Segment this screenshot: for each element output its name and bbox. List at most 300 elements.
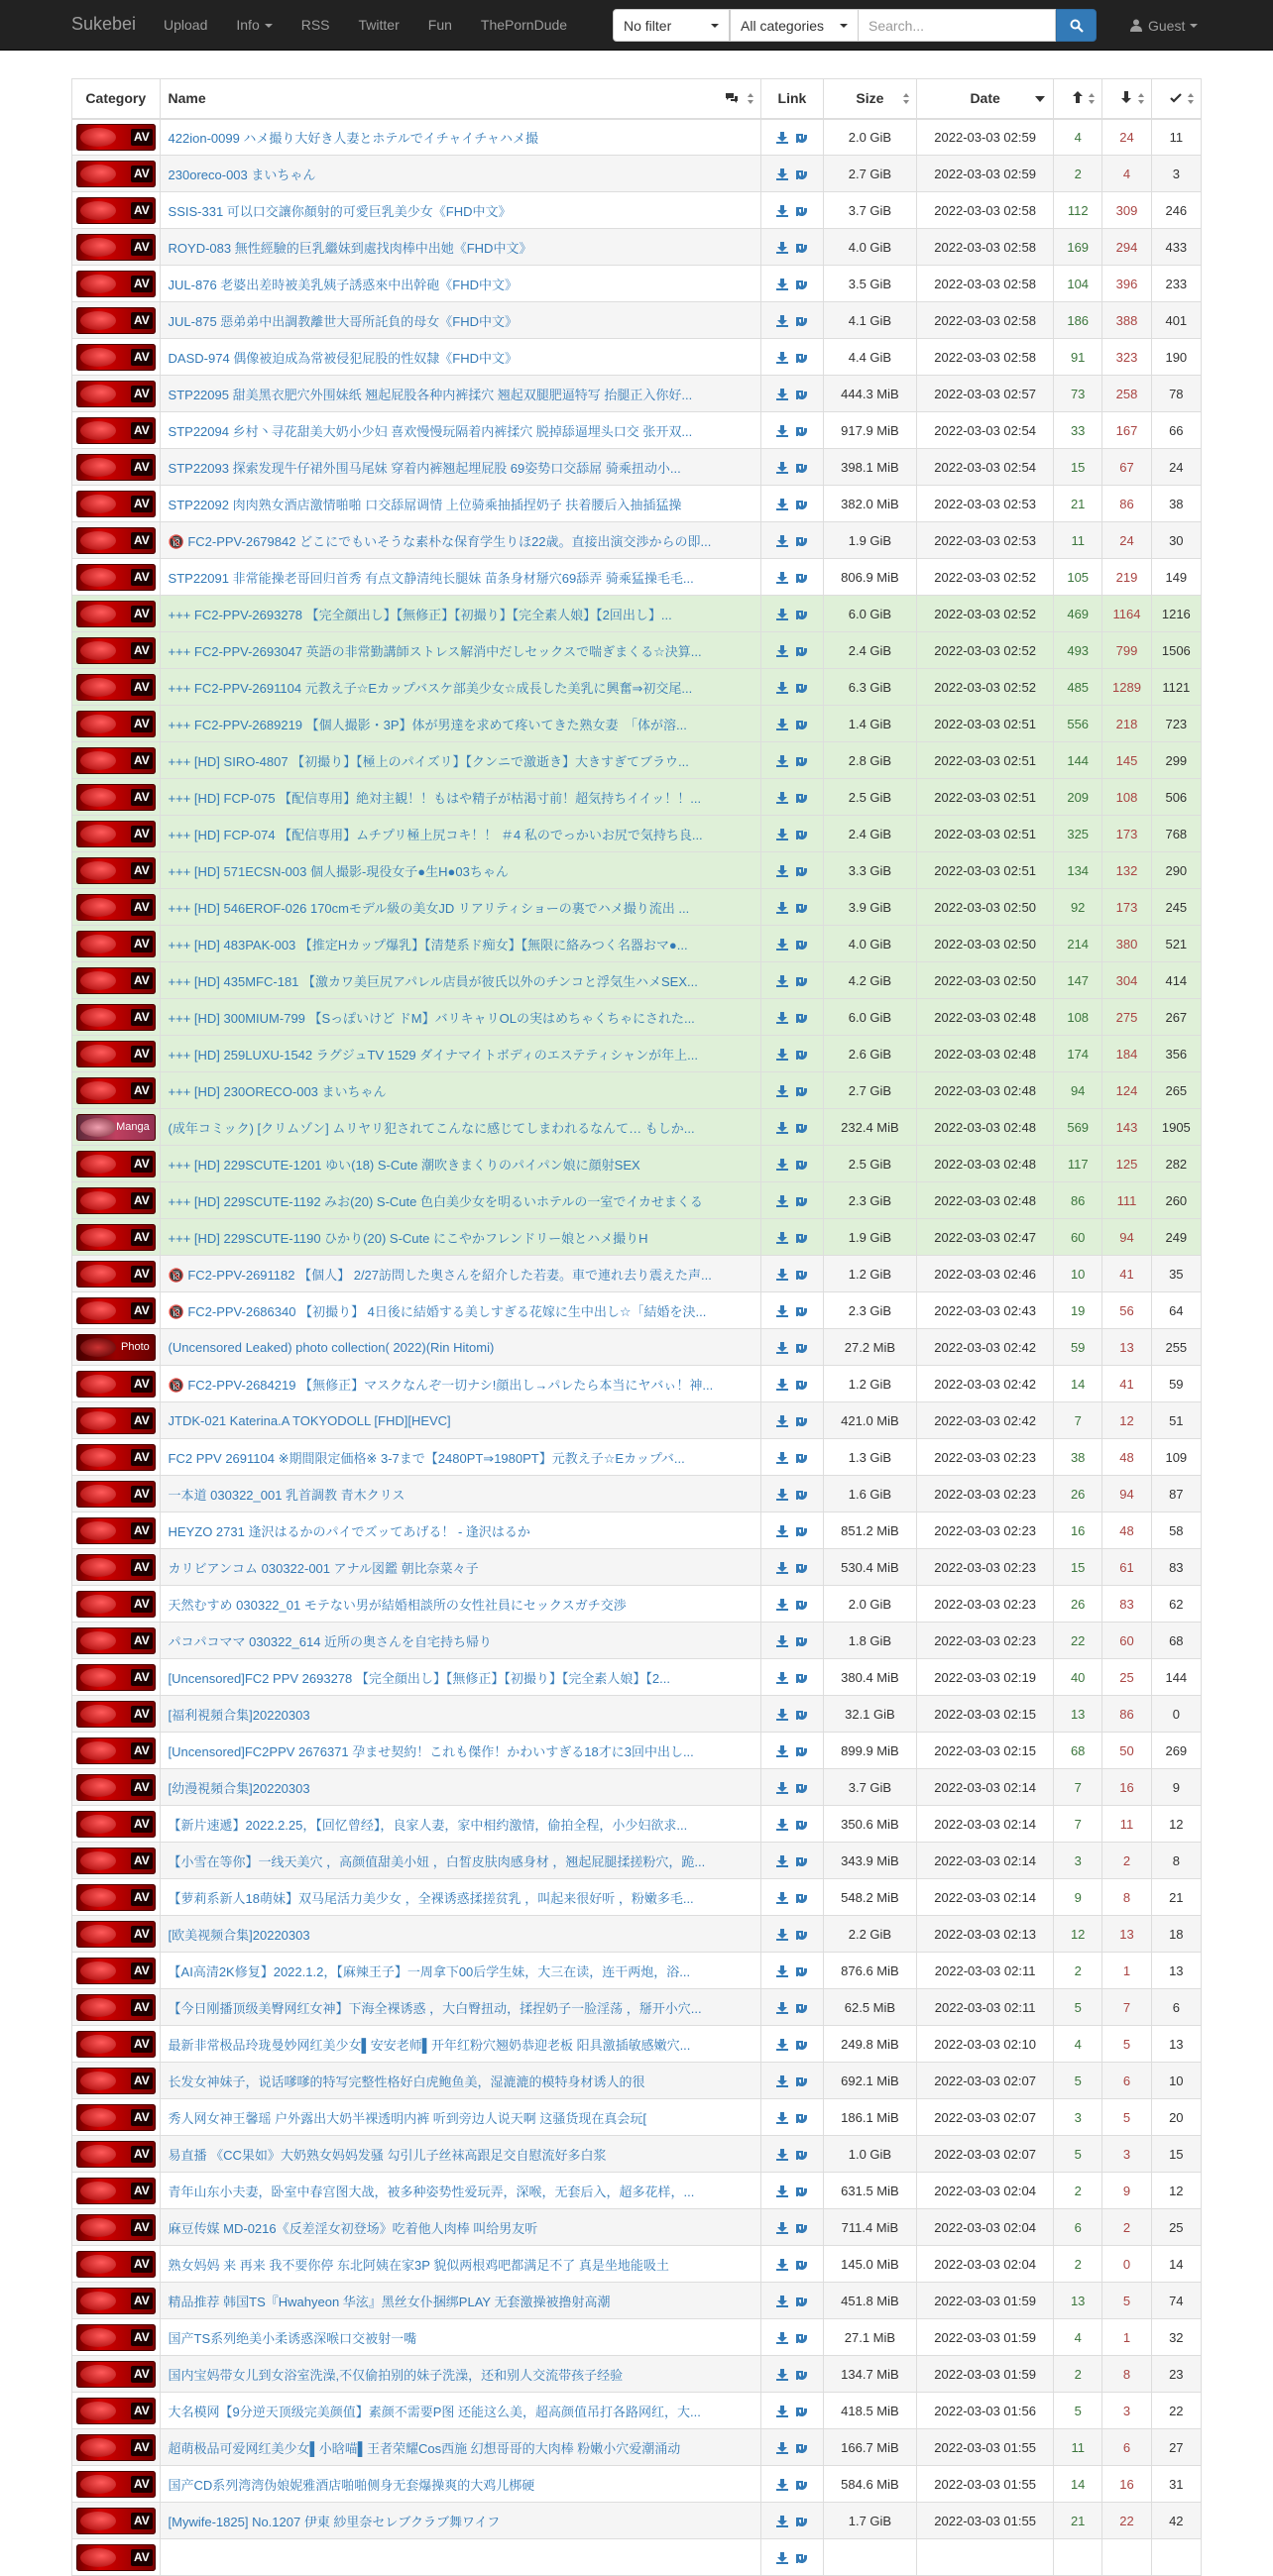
magnet-icon[interactable] <box>796 168 807 181</box>
nav-twitter[interactable]: Twitter <box>358 17 400 33</box>
search-button[interactable] <box>1056 9 1097 42</box>
category-badge[interactable] <box>76 1701 156 1728</box>
category-badge[interactable] <box>76 967 156 994</box>
torrent-title-link[interactable]: STP22094 乡村丶寻花甜美大奶小少妇 喜欢慢慢玩隔着内裤揉穴 脱掉舔逼埋头口交 张开双... <box>168 423 693 439</box>
download-icon[interactable] <box>776 168 788 180</box>
completed-cell: 12 <box>1151 1806 1201 1843</box>
category-badge[interactable] <box>76 491 156 517</box>
torrent-title-link[interactable]: 🔞 FC2-PPV-2686340 【初撮り】 4日後に結婚する美しすぎる花嫁に生中出し☆「結婚を決... <box>168 1303 707 1319</box>
category-badge[interactable] <box>76 527 156 554</box>
category-badge[interactable] <box>76 711 156 737</box>
torrent-title-link[interactable]: +++ [HD] FCP-074 【配信専用】ムチプリ極上尻コキ！！ ＃4 私のでっかいお尻で気持ち良... <box>168 827 703 842</box>
magnet-icon[interactable] <box>796 2112 807 2125</box>
category-badge[interactable] <box>76 234 156 261</box>
magnet-icon[interactable] <box>796 1672 807 1685</box>
download-icon[interactable] <box>776 645 788 657</box>
category-badge[interactable] <box>76 2324 156 2351</box>
torrent-title-link[interactable]: +++ [HD] 483PAK-003 【推定Hカップ爆乳】【清楚系ド痴女】【無限に絡みつく名器おマ●... <box>168 937 688 952</box>
download-icon[interactable] <box>776 1159 788 1171</box>
category-badge[interactable] <box>76 1444 156 1471</box>
torrent-title-link[interactable]: +++ [HD] 229SCUTE-1190 ひかり(20) S-Cute にこやかフレンドリー娘とハメ撮りH <box>168 1230 648 1246</box>
magnet-icon[interactable] <box>796 2002 807 2015</box>
header-category[interactable]: Category <box>72 79 161 119</box>
category-badge[interactable] <box>76 1994 156 2021</box>
download-icon[interactable] <box>776 2112 788 2124</box>
torrent-title-link[interactable]: [欧美视频合集]20220303 <box>168 1927 310 1943</box>
torrent-title-link[interactable]: +++ [HD] 546EROF-026 170cmモデル級の美女JD リアリティショーの裏でハメ撮り流出 ... <box>168 900 690 916</box>
category-badge[interactable] <box>76 1077 156 1104</box>
torrent-title-link[interactable]: 长发女神妹子，说话嗲嗲的特写完整性格好白虎鲍鱼美，湿漉漉的模特身材诱人的很 <box>168 2073 645 2089</box>
category-badge[interactable] <box>76 2178 156 2204</box>
category-badge[interactable] <box>76 1884 156 1911</box>
category-badge[interactable] <box>76 2214 156 2241</box>
download-icon[interactable] <box>776 1599 788 1611</box>
torrent-title-link[interactable]: 一本道 030322_001 乳首調教 青木クリス <box>168 1487 405 1503</box>
torrent-title-link[interactable]: カリビアンコム 030322-001 アナル図鑑 朝比奈菜々子 <box>168 1560 479 1576</box>
category-badge[interactable] <box>76 1921 156 1948</box>
download-icon[interactable] <box>776 1085 788 1097</box>
category-badge[interactable] <box>76 1224 156 1251</box>
category-label: AV <box>131 1632 153 1649</box>
magnet-icon[interactable] <box>796 572 807 585</box>
download-icon[interactable] <box>776 792 788 804</box>
magnet-icon[interactable] <box>796 1305 807 1318</box>
header-date[interactable] <box>917 79 1054 119</box>
magnet-icon[interactable] <box>796 1965 807 1978</box>
category-badge[interactable] <box>76 1554 156 1581</box>
torrent-title-link[interactable]: STP22092 肉肉熟女酒店激情啪啪 口交舔屌调情 上位骑乘抽插捏奶子 扶着腰后入抽插猛操 <box>168 497 682 512</box>
magnet-icon[interactable] <box>796 865 807 878</box>
category-badge[interactable] <box>76 564 156 591</box>
torrent-title-link[interactable]: +++ FC2-PPV-2693047 英語の非常勤講師ストレス解消中だしセックスで喘ぎまくる☆決算... <box>168 643 702 659</box>
download-icon[interactable] <box>776 352 788 364</box>
nav-info[interactable] <box>221 0 286 51</box>
torrent-title-link[interactable]: JTDK-021 Katerina.A TOKYODOLL [FHD][HEVC] <box>168 1412 451 1428</box>
magnet-icon[interactable] <box>796 1049 807 1062</box>
torrent-title-link[interactable]: +++ [HD] 229SCUTE-1201 ゆい(18) S-Cute 潮吹きまくりのパイパン娘に顔射SEX <box>168 1157 640 1173</box>
magnet-icon[interactable] <box>796 1232 807 1245</box>
header-seeders[interactable] <box>1054 79 1102 119</box>
torrent-title-link[interactable]: 国产CD系列湾湾伪娘妮雅酒店啪啪侧身无套爆操爽的大鸡儿梆硬 <box>168 2477 535 2493</box>
torrent-title-link[interactable]: 【新片速遞】2022.2.25，【回忆曾经】，良家人妻，家中相约激情，偷拍全程，小少妇欲求... <box>168 1817 688 1833</box>
torrent-title-link[interactable]: (Uncensored Leaked) photo collection( 2022)(Rin Hitomi) <box>168 1339 495 1355</box>
magnet-icon[interactable] <box>796 2406 807 2418</box>
download-icon[interactable] <box>776 1709 788 1721</box>
download-icon[interactable] <box>776 1049 788 1061</box>
magnet-icon[interactable] <box>796 1415 807 1428</box>
magnet-icon[interactable] <box>796 2039 807 2052</box>
magnet-icon[interactable] <box>796 132 807 145</box>
torrent-title-link[interactable]: +++ [HD] SIRO-4807 【初撮り】【極上のパイズリ】【クンニで激逝き】大きすぎてブラウ... <box>168 753 689 769</box>
category-badge[interactable] <box>76 1114 156 1141</box>
torrent-title-link[interactable]: STP22091 非常能操老哥回归首秀 有点文静清纯长腿妹 苗条身材掰穴69舔弄 骑乘猛操毛毛... <box>168 570 694 586</box>
torrent-title-link[interactable]: 【今日刚播顶级美臀网红女神】下海全裸诱惑 ，大白臀扭动，揉捏奶子一脸淫荡 ，掰开小穴... <box>168 2000 702 2016</box>
category-badge[interactable] <box>76 2398 156 2424</box>
category-badge[interactable] <box>76 1811 156 1838</box>
torrent-title-link[interactable]: +++ [HD] 435MFC-181 【激カワ美巨尻アパレル店員が彼氏以外のチンコと浮気生ハメSEX... <box>168 973 698 989</box>
download-icon[interactable] <box>776 2075 788 2087</box>
magnet-icon[interactable] <box>796 2075 807 2088</box>
category-badge[interactable] <box>76 2471 156 2498</box>
magnet-icon[interactable] <box>796 719 807 731</box>
category-badge[interactable] <box>76 1848 156 1874</box>
category-badge[interactable] <box>76 417 156 444</box>
torrent-title-link[interactable]: 精品推荐 韩国TS『Hwahyeon 华泫』黑丝女仆捆绑PLAY 无套激操被撸射高潮 <box>168 2294 611 2309</box>
magnet-icon[interactable] <box>796 2185 807 2198</box>
download-icon[interactable] <box>776 2552 788 2564</box>
magnet-icon[interactable] <box>796 352 807 365</box>
torrent-title-link[interactable]: +++ [HD] 259LUXU-1542 ラグジュTV 1529 ダイナマイトボディのエステティシャンが年上... <box>168 1047 698 1063</box>
category-badge[interactable] <box>76 1774 156 1801</box>
category-badge[interactable] <box>76 2434 156 2461</box>
category-badge[interactable] <box>76 1261 156 1288</box>
download-icon[interactable] <box>776 1745 788 1757</box>
torrent-title-link[interactable]: 【萝莉系新人18萌妹】双马尾活力美少女 ，全裸诱惑揉搓贫乳 ，叫起来很好听 ，粉嫩多毛... <box>168 1890 694 1906</box>
magnet-icon[interactable] <box>796 205 807 218</box>
torrent-title-link[interactable]: 国内宝妈带女儿到女浴室洗澡,不仅偷拍别的妹子洗澡，还和别人交流带孩子经验 <box>168 2367 624 2383</box>
torrent-title-link[interactable]: ROYD-083 無性經驗的巨乳繼妹到處找肉棒中出她《FHD中文》 <box>168 240 532 256</box>
completed-cell: 149 <box>1151 559 1201 596</box>
category-badge[interactable] <box>76 1737 156 1764</box>
download-icon[interactable] <box>776 315 788 327</box>
leechers-cell: 143 <box>1102 1109 1151 1146</box>
download-icon[interactable] <box>776 1232 788 1244</box>
download-icon[interactable] <box>776 1342 788 1354</box>
category-badge[interactable] <box>76 1187 156 1214</box>
nav-upload[interactable]: Upload <box>164 17 208 33</box>
category-badge[interactable] <box>76 2068 156 2094</box>
download-icon[interactable] <box>776 2406 788 2417</box>
torrent-title-link[interactable]: 🔞 FC2-PPV-2691182 【個人】 2/27訪問した奥さんを紹介した若妻。車で連れ去り震えた声... <box>168 1267 712 1283</box>
magnet-icon[interactable] <box>796 1342 807 1355</box>
torrent-title-link[interactable]: [Uncensored]FC2 PPV 2693278 【完全顔出し】【無修正】【初撮り】【完全素人娘】【2... <box>168 1670 670 1686</box>
download-icon[interactable] <box>776 1415 788 1427</box>
download-icon[interactable] <box>776 1379 788 1391</box>
category-badge[interactable] <box>76 1371 156 1398</box>
torrent-title-link[interactable]: 易直播 《CC果如》大奶熟女妈妈发骚 勾引儿子丝袜高跟足交自慰流好多白浆 <box>168 2147 607 2163</box>
magnet-icon[interactable] <box>796 1562 807 1575</box>
download-icon[interactable] <box>776 2479 788 2491</box>
table-row <box>72 412 1202 449</box>
download-icon[interactable] <box>776 1012 788 1024</box>
download-icon[interactable] <box>776 609 788 620</box>
nav-rss[interactable]: RSS <box>300 17 330 33</box>
magnet-icon[interactable] <box>796 1159 807 1172</box>
download-icon[interactable] <box>776 1635 788 1647</box>
download-icon[interactable] <box>776 2185 788 2197</box>
nav-fun[interactable]: Fun <box>427 17 452 33</box>
magnet-icon[interactable] <box>796 1122 807 1135</box>
magnet-icon[interactable] <box>796 645 807 658</box>
download-icon[interactable] <box>776 132 788 144</box>
magnet-icon[interactable] <box>796 1635 807 1648</box>
magnet-icon[interactable] <box>796 2259 807 2272</box>
search-input[interactable] <box>859 9 1056 42</box>
category-badge[interactable] <box>76 1151 156 1177</box>
header-leechers[interactable] <box>1102 79 1151 119</box>
torrent-title-link[interactable]: 超萌极品可爱网红美少女▌小晗喵▌王者荣耀Cos西施 幻想哥哥的大肉棒 粉嫩小穴爱潮涌动 <box>168 2440 681 2456</box>
magnet-icon[interactable] <box>796 1855 807 1868</box>
magnet-icon[interactable] <box>796 2222 807 2235</box>
torrent-title-link[interactable]: 国产TS系列绝美小柔诱惑深喉口交被射一嘴 <box>168 2330 417 2346</box>
torrent-title-link[interactable]: STP22095 甜美黑衣肥穴外围妹纸 翘起屁股各种内裤揉穴 翘起双腿肥逼特写 抬腿正入你好... <box>168 387 693 402</box>
download-icon[interactable] <box>776 1269 788 1281</box>
download-icon[interactable] <box>776 1929 788 1941</box>
magnet-icon[interactable] <box>796 2479 807 2492</box>
magnet-icon[interactable] <box>796 1819 807 1832</box>
size-cell: 249.8 MiB <box>823 2026 917 2063</box>
magnet-icon[interactable] <box>796 1525 807 1538</box>
category-badge[interactable] <box>76 2141 156 2168</box>
category-badge[interactable] <box>76 1517 156 1544</box>
category-badge[interactable] <box>76 161 156 187</box>
download-icon[interactable] <box>776 2149 788 2161</box>
torrent-title-link[interactable]: 大名模网【9分逆天顶级完美颜值】素颜不需要P图 还能这么美，超高颜值吊打各路网红，大... <box>168 2404 701 2419</box>
torrent-title-link[interactable]: [福利視頻合集]20220303 <box>168 1707 310 1723</box>
download-icon[interactable] <box>776 2516 788 2527</box>
category-badge[interactable] <box>76 2544 156 2571</box>
download-icon[interactable] <box>776 205 788 217</box>
category-badge[interactable] <box>76 197 156 224</box>
category-badge[interactable] <box>76 271 156 297</box>
guest-menu[interactable] <box>1130 0 1198 51</box>
torrent-title-link[interactable]: (成年コミック) [クリムゾン] ムリヤリ犯されてこんなに感じてしまわれるなんて… もしか... <box>168 1120 695 1136</box>
download-icon[interactable] <box>776 1122 788 1134</box>
magnet-icon[interactable] <box>796 829 807 841</box>
torrent-title-link[interactable]: +++ [HD] 300MIUM-799 【Sっぽいけど ドM】バリキャリOLの実はめちゃくちゃにされた... <box>168 1010 695 1026</box>
nav-theporndude[interactable]: ThePornDude <box>480 17 568 33</box>
download-icon[interactable] <box>776 1855 788 1867</box>
torrent-title-link[interactable]: +++ [HD] 229SCUTE-1192 みお(20) S-Cute 色白美少女を明るいホテルの一室でイカせまくる <box>168 1193 703 1209</box>
download-icon[interactable] <box>776 2222 788 2234</box>
magnet-icon[interactable] <box>796 1379 807 1392</box>
torrent-title-link[interactable]: パコパコママ 030322_614 近所の奥さんを自宅持ち帰り <box>168 1633 493 1649</box>
header-completed[interactable] <box>1151 79 1201 119</box>
download-icon[interactable] <box>776 499 788 510</box>
download-icon[interactable] <box>776 242 788 254</box>
magnet-icon[interactable] <box>796 902 807 915</box>
magnet-icon[interactable] <box>796 1452 807 1465</box>
download-icon[interactable] <box>776 1672 788 1684</box>
category-badge[interactable] <box>76 931 156 957</box>
category-badge[interactable] <box>76 1407 156 1434</box>
category-badge[interactable] <box>76 674 156 701</box>
category-badge[interactable] <box>76 2508 156 2534</box>
torrent-title-link[interactable]: [Uncensored]FC2PPV 2676371 孕ませ契約！これも傑作！かわいすぎる18才に3回中出し... <box>168 1743 694 1759</box>
download-icon[interactable] <box>776 572 788 584</box>
download-icon[interactable] <box>776 1892 788 1904</box>
magnet-icon[interactable] <box>796 1012 807 1025</box>
magnet-icon[interactable] <box>796 2516 807 2528</box>
magnet-icon[interactable] <box>796 682 807 695</box>
magnet-icon[interactable] <box>796 1745 807 1758</box>
category-badge[interactable] <box>76 747 156 774</box>
brand-logo[interactable]: Sukebei <box>71 14 137 34</box>
download-icon[interactable] <box>776 975 788 987</box>
download-icon[interactable] <box>776 2259 788 2271</box>
category-badge[interactable] <box>76 601 156 627</box>
download-icon[interactable] <box>776 719 788 730</box>
magnet-icon[interactable] <box>796 755 807 768</box>
torrent-title-link[interactable]: +++ FC2-PPV-2689219 【個人撮影・3P】体が男達を求めて疼いてきた熟女妻 「体が溶... <box>168 717 687 732</box>
category-badge[interactable] <box>76 124 156 151</box>
download-icon[interactable] <box>776 1562 788 1574</box>
torrent-title-link[interactable]: SSIS-331 可以口交讓你顏射的可愛巨乳美少女《FHD中文》 <box>168 203 512 219</box>
category-badge[interactable] <box>76 1591 156 1618</box>
torrent-title-link[interactable]: HEYZO 2731 逢沢はるかのパイでズッてあげる！ - 逢沢はるか <box>168 1523 530 1539</box>
download-icon[interactable] <box>776 829 788 840</box>
torrent-title-link[interactable]: 【小雪在等你】一线天美穴 ，高颜值甜美小妞 ，白皙皮肤肉感身材 ，翘起屁腿揉搓粉穴，跪... <box>168 1853 706 1869</box>
sort-icon <box>748 93 754 105</box>
category-badge[interactable] <box>76 1664 156 1691</box>
magnet-icon[interactable] <box>796 792 807 805</box>
torrent-title-link[interactable]: STP22093 探索发现牛仔裙外围马尾妹 穿着内裤翘起埋屁股 69姿势口交舔屌 骑乘扭动小... <box>168 460 681 476</box>
torrent-title-link[interactable]: 422ion-0099 ハメ撮り大好き人妻とホテルでイチャイチャハメ撮 <box>168 130 539 146</box>
category-select[interactable] <box>730 9 859 42</box>
category-badge[interactable] <box>76 637 156 664</box>
category-badge[interactable] <box>76 1334 156 1361</box>
category-badge[interactable] <box>76 1481 156 1508</box>
download-icon[interactable] <box>776 1525 788 1537</box>
download-icon[interactable] <box>776 1965 788 1977</box>
category-label: AV <box>131 1486 153 1503</box>
download-icon[interactable] <box>776 1782 788 1794</box>
download-icon[interactable] <box>776 1452 788 1464</box>
magnet-icon[interactable] <box>796 499 807 511</box>
magnet-icon[interactable] <box>796 1892 807 1905</box>
magnet-icon[interactable] <box>796 609 807 621</box>
torrent-title-link[interactable]: 天然むすめ 030322_01 モテない男が結婚相談所の女性社員にセックスガチ交渉 <box>168 1597 627 1613</box>
download-icon[interactable] <box>776 902 788 914</box>
magnet-icon[interactable] <box>796 462 807 475</box>
torrent-title-link[interactable]: +++ FC2-PPV-2691104 元教え子☆Eカップバスケ部美少女☆成長した美乳に興奮⇒初交尾... <box>168 680 693 696</box>
torrent-title-link[interactable]: +++ [HD] 571ECSN-003 個人撮影-現役女子●生H●03ちゃん <box>168 863 509 879</box>
torrent-title-link[interactable]: +++ [HD] FCP-075 【配信専用】絶対主観！！もはや精子が枯渇寸前！超気持ちイイッ！！... <box>168 790 702 806</box>
header-name[interactable] <box>160 79 761 119</box>
torrent-title-link[interactable]: 🔞 FC2-PPV-2684219 【無修正】マスクなんぞ一切ナシ!顔出し→パレたら本当にヤバぃ！神... <box>168 1377 714 1393</box>
category-badge[interactable] <box>76 344 156 371</box>
download-icon[interactable] <box>776 1489 788 1501</box>
user-icon <box>1130 19 1142 32</box>
download-icon[interactable] <box>776 1195 788 1207</box>
torrent-title-link[interactable]: [幼漫視頻合集]20220303 <box>168 1780 310 1796</box>
torrent-title-link[interactable]: DASD-974 偶像被迫成為常被侵犯屁股的性奴隸《FHD中文》 <box>168 350 518 366</box>
category-badge[interactable] <box>76 784 156 811</box>
category-label: Manga <box>116 1120 150 1133</box>
category-badge[interactable] <box>76 1041 156 1067</box>
size-cell: 186.1 MiB <box>823 2099 917 2136</box>
download-icon[interactable] <box>776 389 788 400</box>
magnet-icon[interactable] <box>796 939 807 952</box>
magnet-icon[interactable] <box>796 1085 807 1098</box>
magnet-icon[interactable] <box>796 242 807 255</box>
download-icon[interactable] <box>776 2442 788 2454</box>
category-badge[interactable] <box>76 381 156 407</box>
magnet-icon[interactable] <box>796 2442 807 2455</box>
download-icon[interactable] <box>776 682 788 694</box>
category-badge[interactable] <box>76 894 156 921</box>
torrent-title-link[interactable]: +++ FC2-PPV-2693278 【完全顔出し】【無修正】【初撮り】【完全素人娘】【2回出し】... <box>168 607 672 622</box>
torrent-title-link[interactable]: JUL-876 老婆出差時被美乳姨子誘惑來中出幹砲《FHD中文》 <box>168 277 518 292</box>
magnet-icon[interactable] <box>796 1782 807 1795</box>
download-icon[interactable] <box>776 425 788 437</box>
date-cell: 2022-03-03 02:15 <box>917 1696 1054 1733</box>
category-badge[interactable] <box>76 454 156 481</box>
torrent-title-link[interactable]: [Mywife-1825] No.1207 伊東 紗里奈セレブクラブ舞ワイフ <box>168 2514 501 2529</box>
torrent-title-link[interactable]: 秀人网女神王馨瑶 户外露出大奶半裸透明内裤 听到旁边人说天啊 这骚货现在真会玩[ <box>168 2110 646 2126</box>
torrent-title-link[interactable]: 熟女妈妈 来 再来 我不要你停 东北阿姨在家3P 貌似两根鸡吧都满足不了 真是坐地能吸土 <box>168 2257 669 2273</box>
category-badge[interactable] <box>76 1958 156 1984</box>
category-badge[interactable] <box>76 1004 156 1031</box>
category-badge[interactable] <box>76 2251 156 2278</box>
magnet-icon[interactable] <box>796 315 807 328</box>
torrent-title-link[interactable]: 【AI高清2K修复】2022.1.2，【麻辣王子】一周拿下00后学生妹，大三在读，连干两炮，浴... <box>168 1963 691 1979</box>
magnet-icon[interactable] <box>796 1269 807 1282</box>
name-cell <box>160 2503 761 2539</box>
category-badge[interactable] <box>76 2288 156 2314</box>
magnet-icon[interactable] <box>796 535 807 548</box>
magnet-icon[interactable] <box>796 975 807 988</box>
category-badge[interactable] <box>76 307 156 334</box>
magnet-icon[interactable] <box>796 1489 807 1502</box>
magnet-icon[interactable] <box>796 279 807 291</box>
download-icon[interactable] <box>776 279 788 290</box>
download-icon[interactable] <box>776 462 788 474</box>
magnet-icon[interactable] <box>796 1195 807 1208</box>
seeders-cell: 4 <box>1054 119 1102 156</box>
download-icon[interactable] <box>776 939 788 951</box>
magnet-icon[interactable] <box>796 2296 807 2308</box>
download-icon[interactable] <box>776 2296 788 2307</box>
torrent-title-link[interactable]: 青年山东小夫妻，卧室中春宫图大战，被多种姿势性爱玩弄，深喉，无套后入，超多花样，... <box>168 2184 695 2199</box>
category-badge[interactable] <box>76 2361 156 2388</box>
magnet-icon[interactable] <box>796 1929 807 1942</box>
filter-select[interactable] <box>613 9 730 42</box>
torrent-title-link[interactable]: 230oreco-003 まいちゃん <box>168 167 316 182</box>
magnet-icon[interactable] <box>796 1709 807 1722</box>
download-icon[interactable] <box>776 535 788 547</box>
magnet-icon[interactable] <box>796 1599 807 1612</box>
magnet-icon[interactable] <box>796 389 807 401</box>
torrent-title-link[interactable]: 最新非常极品玲珑曼妙网红美少女▌安安老师▌开年红粉穴翘奶恭迎老板 阳具激插敏感嫩穴... <box>168 2037 691 2053</box>
category-badge[interactable] <box>76 821 156 847</box>
magnet-icon[interactable] <box>796 2149 807 2162</box>
download-icon[interactable] <box>776 755 788 767</box>
download-icon[interactable] <box>776 1819 788 1831</box>
download-icon[interactable] <box>776 1305 788 1317</box>
torrent-title-link[interactable]: JUL-875 惡弟弟中出調教離世大哥所託負的母女《FHD中文》 <box>168 313 518 329</box>
torrent-title-link[interactable]: 🔞 FC2-PPV-2679842 どこにでもいそうな素朴な保育学生りほ22歳。直接出演交渉からの即... <box>168 533 712 549</box>
category-badge[interactable] <box>76 2031 156 2058</box>
category-badge[interactable] <box>76 1627 156 1654</box>
category-badge[interactable] <box>76 1297 156 1324</box>
header-size[interactable] <box>823 79 917 119</box>
magnet-icon[interactable] <box>796 425 807 438</box>
download-icon[interactable] <box>776 2002 788 2014</box>
download-icon[interactable] <box>776 2369 788 2381</box>
magnet-icon[interactable] <box>796 2369 807 2382</box>
torrent-title-link[interactable]: 麻豆传媒 MD-0216《反差淫女初登场》吃着他人肉棒 叫给男友听 <box>168 2220 538 2236</box>
magnet-icon[interactable] <box>796 2552 807 2565</box>
torrent-title-link[interactable]: FC2 PPV 2691104 ※期間限定価格※ 3-7まで【2480PT⇒1980PT】元教え子☆Eカップバ... <box>168 1450 685 1466</box>
download-icon[interactable] <box>776 2332 788 2344</box>
magnet-icon[interactable] <box>796 2332 807 2345</box>
download-icon[interactable] <box>776 865 788 877</box>
category-badge[interactable] <box>76 2104 156 2131</box>
category-badge[interactable] <box>76 857 156 884</box>
download-icon[interactable] <box>776 2039 788 2051</box>
torrent-title-link[interactable]: +++ [HD] 230ORECO-003 まいちゃん <box>168 1083 387 1099</box>
